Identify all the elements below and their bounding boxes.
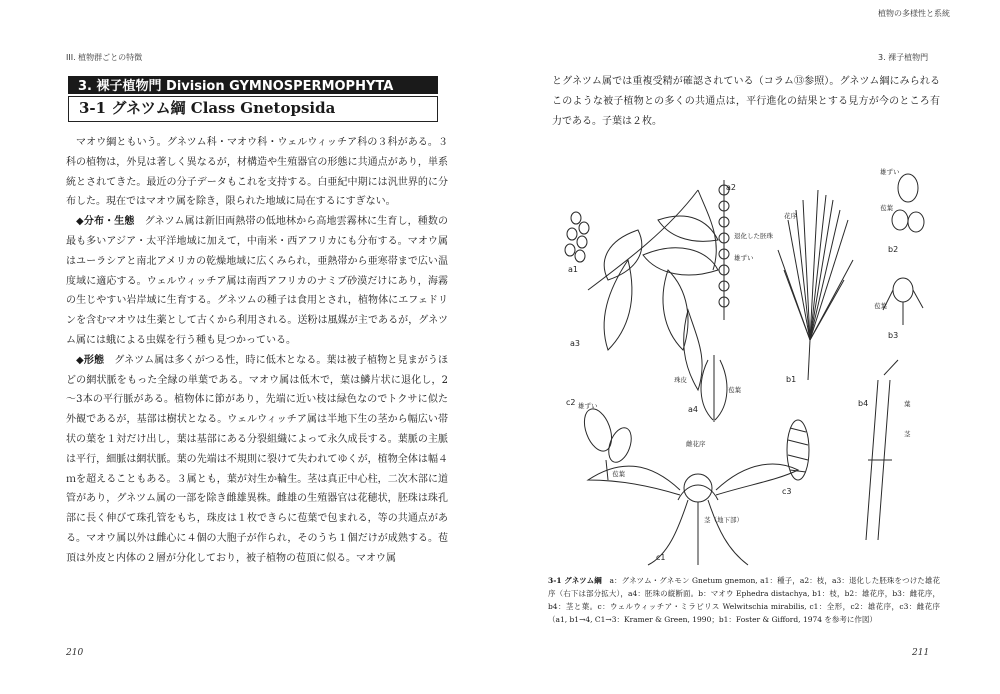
label-c2-stamen: 雄ずい [578,402,598,410]
label-b2-bract: 苞葉 [880,204,893,212]
morphology-text: グネツム属は多くがつる性，時に低木となる。葉は被子植物と見まがうほどの網状脈をもった全縁の単葉である。マオウ属は低木で，葉は鱗片状に退化し，2～3本の平行脈がある。植物体に節があり，先端に近い枝は緑色なのでトクサに似た外観であるが，基部は樹状となる。ウェルウィッチア属は半地下生の茎から幅広い帯状の葉を１対だけ出し，葉は基部にある分裂組織によって永久成長する。葉脈の主脈は平行，細脈は網状脈。葉の先端は不規則に裂けて失われてゆくが，植物全体は幅４ｍを超えることもある。３属とも，葉が対生か輪生。茎は真正中心柱，二次木部に道管があり，グネツム属の一部を除き雌雄異株。雌雄の生殖器官は花穂状，胚珠は珠孔部に長く伸びて珠孔管をもち，珠皮は１枚できらに苞葉で包まれる，等の共通点がある。マオウ属以外は雌心に４個の大胞子が作られ，そのうち１個だけが成熟する。苞頂は外皮と内体の２層が分化しており，被子植物の苞頂に似る。マオウ属 [66,354,448,564]
label-b4: b4 [858,399,869,408]
figure-drawing [548,160,944,570]
label-b4-leaf: 葉 [904,400,911,408]
body-text [66,133,448,569]
label-b3: b3 [888,331,899,340]
class-heading: 3-1 グネツム綱 Class Gnetopsida [68,96,438,122]
label-b2: b2 [888,245,899,254]
botanical-figure [548,160,944,570]
label-c1-stem: 茎（地下部） [704,516,743,524]
a1-seeds-illustration [565,212,589,262]
a2-strobilus-illustration [719,180,729,320]
label-c1-female-inflorescence: 雌花序 [686,440,706,448]
label-a4-bract: 苞葉 [728,386,741,394]
label-b1-inflorescence: 花序 [784,212,797,220]
a3-branch-illustration [588,190,718,390]
a4-ovule-illustration [701,355,727,422]
label-c1: c1 [656,553,666,562]
b4-stem-illustration [866,360,898,540]
label-a4-integument: 珠皮 [674,376,687,384]
label-b2-stamen: 雄ずい [880,168,900,176]
c2-male-cone-illustration [579,405,635,480]
label-c3: c3 [782,487,792,496]
paragraph-intro [66,133,448,212]
label-a2: a2 [726,183,736,192]
running-head-top: 植物の多様性と系統 [878,9,950,18]
morphology-heading: ◆形態 [76,354,105,366]
page-number-right: 211 [912,648,930,658]
page-number-left: 210 [66,648,84,658]
label-a3: a3 [570,339,580,348]
continuation-text: とグネツム属では重複受精が確認されている（コラム⑬参照）。グネツム綱にみられるこのような被子植物との多くの共通点は，平行進化の結果とする見方が今のところ有力である。子葉は２枚。 [552,76,940,127]
paragraph-intro-text: マオウ綱ともいう。グネツム科・マオウ科・ウェルウィッチア科の３科がある。３科の植物は，外見は著しく異なるが，材構造や生殖器官の形態に共通点があり，単系統とされてきた。最近の分子データもこれを支持する。白亜紀中期には汎世界的に分布した。現在ではマオウ属を除き，限られた地域に局在するにすぎない。 [66,137,448,208]
label-degenerate-ovule: 退化した胚珠 [734,232,773,240]
label-c2: c2 [566,398,576,407]
distribution-heading: ◆分布・生態 [76,216,135,228]
caption-number: 3-1 グネツム綱 [548,576,602,585]
label-b4-stem: 茎 [904,430,911,438]
figure-caption [548,574,940,626]
running-head-left: III. 植物群ごとの特徴 [66,53,143,62]
caption-text: a：グネツム・グネモン Gnetum gnemon, a1：種子，a2：枝，a3：退化した胚珠をつけた雄花序（右下は部分拡大），a4：胚珠の縦断面。b：マオウ Ephedra distachya, b1：枝，b2：雄花序，b3：雌花序，b4：茎と葉。c：ウェルウィッチア・ミラビリス Welwitschia mirabilis, c1：全形，c2：雄花序，c3：雌花序（a1, b1→4, C1→3：Kramer & Green, 1990；b1：Foster & Gifford, 1974 を参考に作図） [548,576,941,624]
running-head-right: 3. 裸子植物門 [878,53,929,62]
distribution-text: グネツム属は新旧両熱帯の低地林から高地雲霧林に生育し，種数の最も多いアジア・太平洋地域に加えて，中南米・西アフリカにも分布する。マオウ属はユーラシアと南北アメリカの乾燥地域に広くみられ，亜熱帯から亜寒帯まで広い温度域に適応する。ウェルウィッチア属は南西アフリカのナミブ砂漠だけにあり，海霧の生じやすい岩岸域に生育する。グネツムの種子は食用とされ，植物体にエフェドリンを含むマオウは生薬として古くから利用される。送粉は風媒が主であるが，グネツム属には蛾による虫媒を行う種も見つかっている。 [66,216,449,346]
c1-welwitschia-illustration [588,464,798,565]
label-c2-bract: 苞葉 [612,470,625,478]
label-b1: b1 [786,375,797,384]
label-a1: a1 [568,265,578,274]
c3-female-cone-illustration [787,420,809,480]
division-heading: 3. 裸子植物門 Division GYMNOSPERMOPHYTA [68,76,438,94]
paragraph-distribution [66,212,448,351]
label-b3-bract: 苞葉 [874,302,887,310]
paragraph-morphology [66,351,448,569]
label-a2-stamen: 雄ずい [734,254,754,262]
label-a4: a4 [688,405,698,414]
